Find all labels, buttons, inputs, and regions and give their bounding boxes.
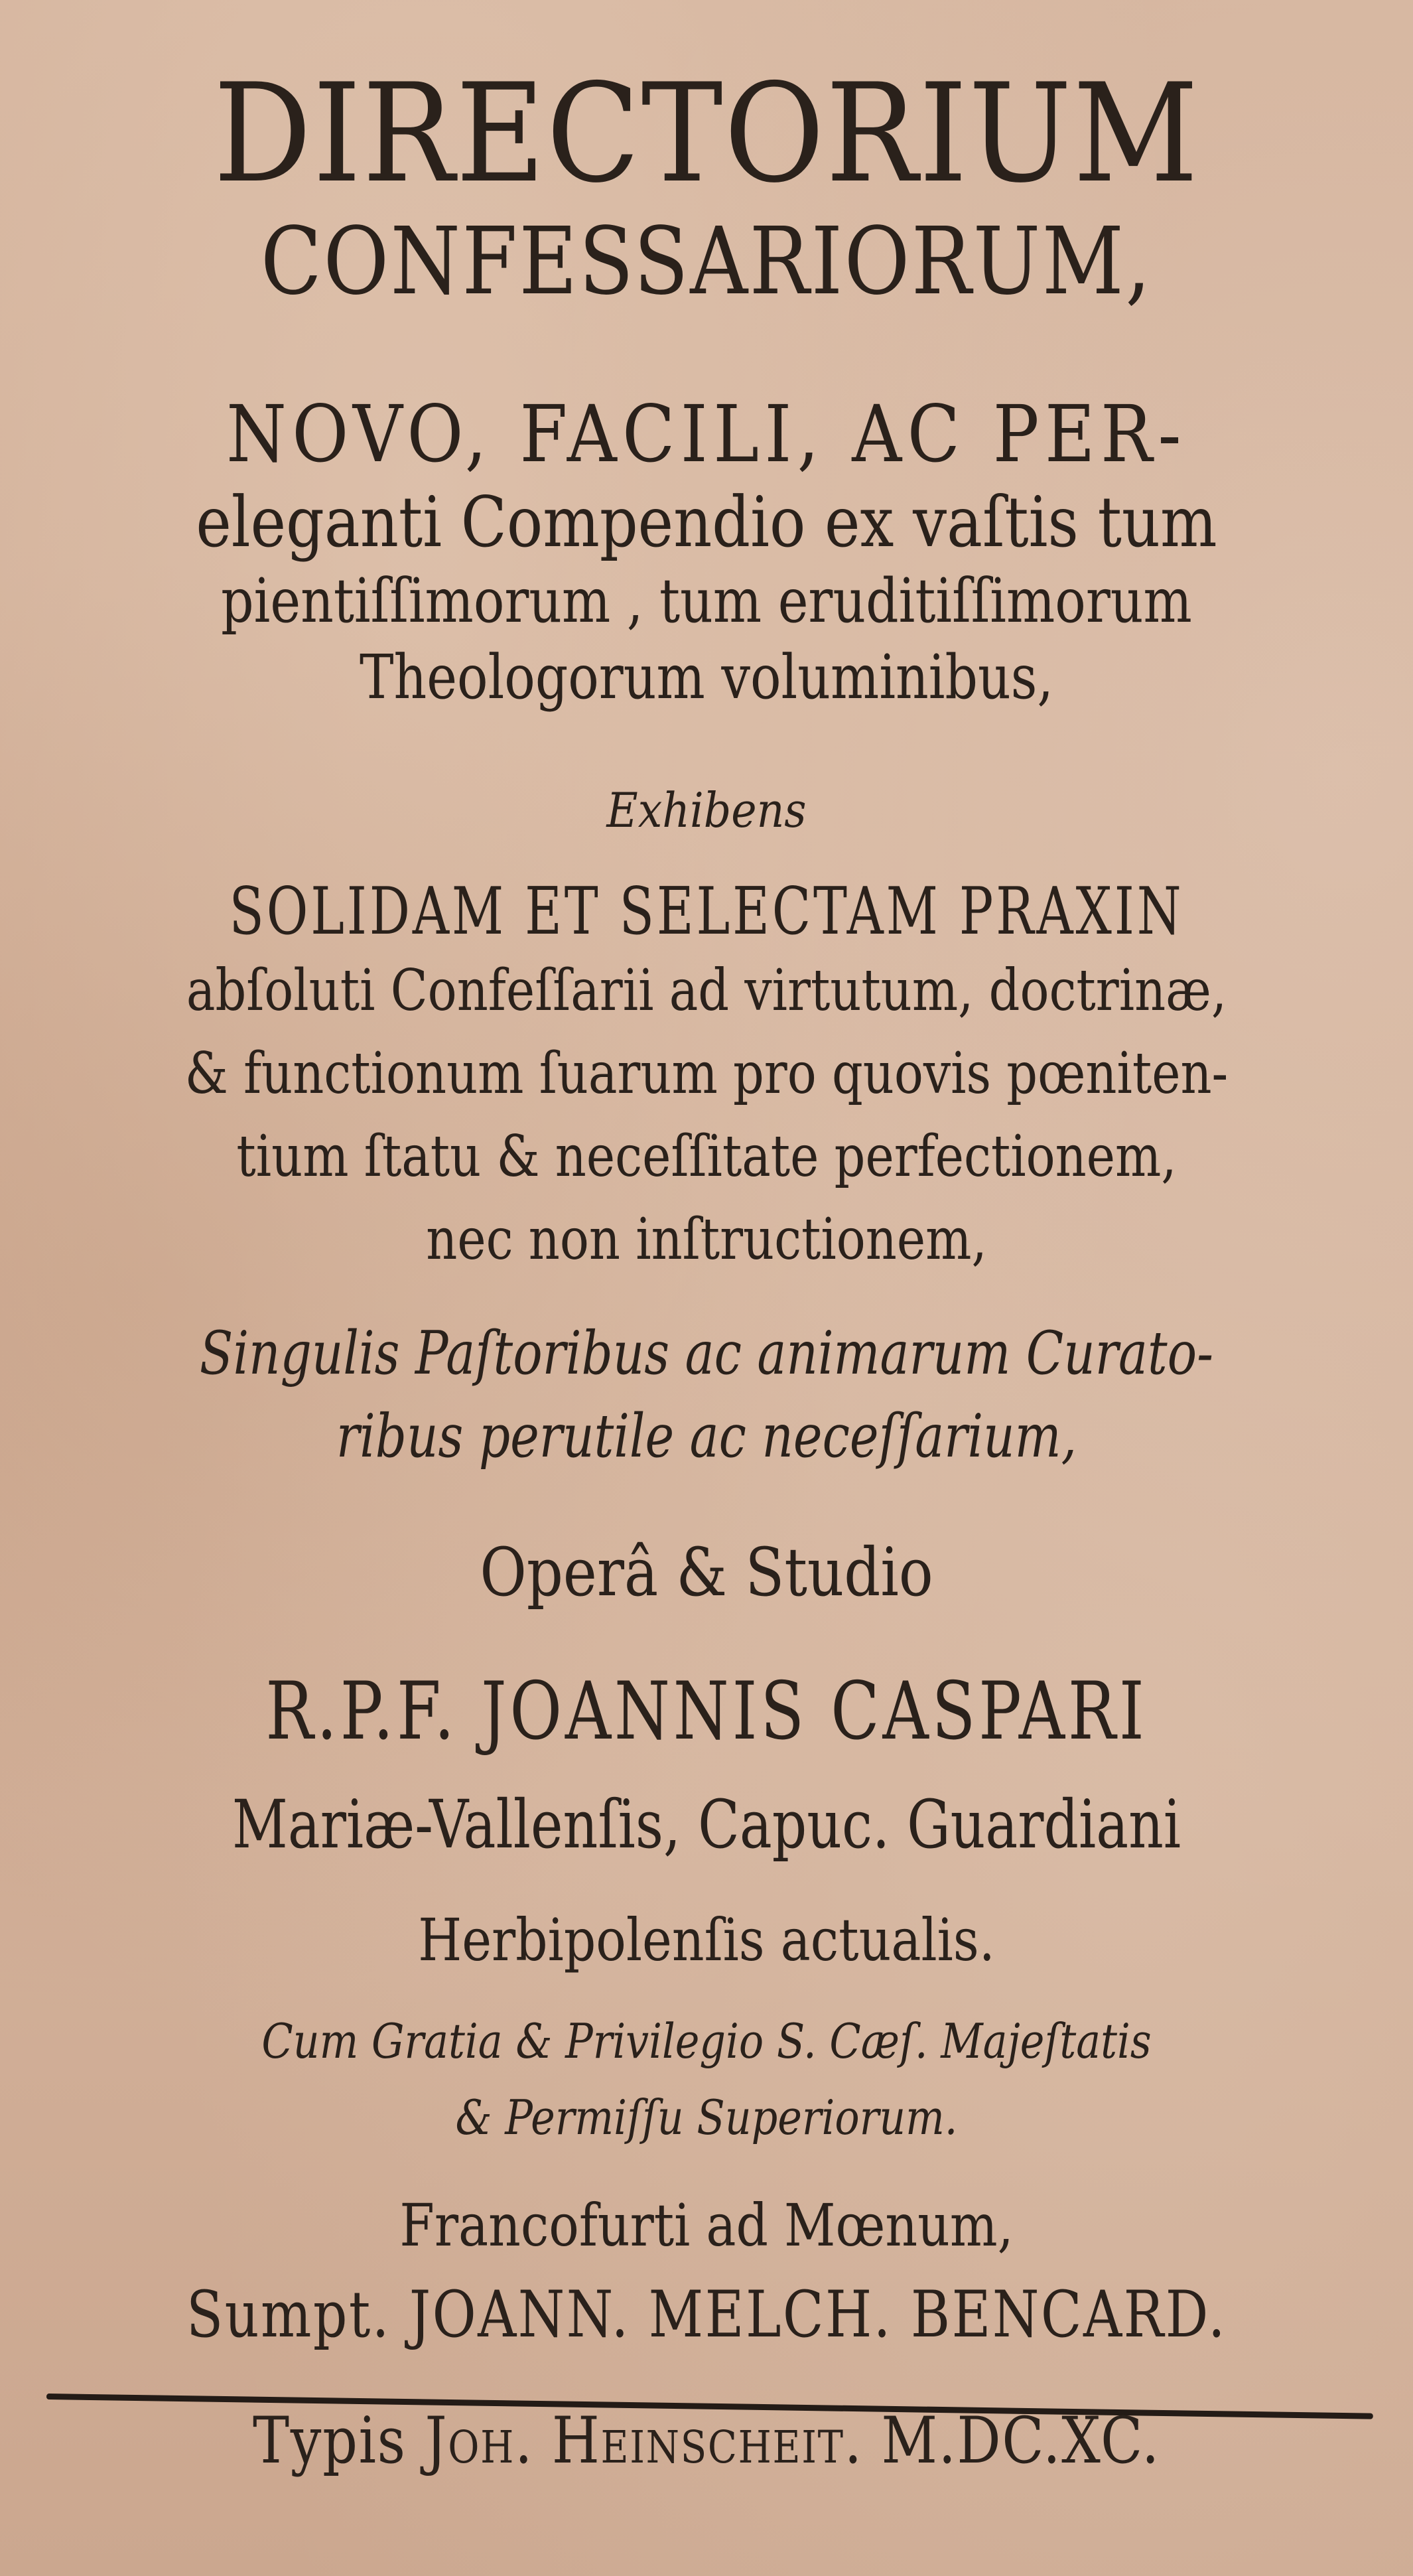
dedication-line-2: ribus perutile ac neceſſarium,	[336, 1401, 1077, 1471]
subtitle-line-3: pientiſſimorum , tum eruditiſſimorum	[221, 565, 1192, 636]
author-title: Herbipolenſis actualis.	[418, 1906, 995, 1974]
imprint-printer	[99, 2403, 1314, 2478]
privilege-line-1: Cum Gratia & Privilegio S. Cæſ. Majeſtatis	[261, 2013, 1152, 2069]
subtitle-line-2: eleganti Compendio ex vaſtis tum	[196, 482, 1217, 563]
title-line-2: CONFESSARIORUM,	[260, 208, 1153, 316]
privilege-line-2: & Permiſſu Superiorum.	[455, 2090, 958, 2145]
content-line-4: tium ſtatu & neceſſitate perfectionem,	[236, 1123, 1177, 1190]
printer-prefix: Typis	[253, 2403, 425, 2478]
imprint-publisher: Sumpt. JOANN. MELCH. BENCARD.	[186, 2277, 1227, 2352]
opera-studio-label: Operâ & Studio	[480, 1534, 933, 1611]
title-line-1: DIRECTORIUM	[213, 55, 1200, 213]
subtitle-line-4: Theologorum voluminibus,	[359, 642, 1053, 713]
author-affiliation: Mariæ-Vallenſis, Capuc. Guardiani	[232, 1786, 1181, 1863]
dedication-line-1: Singulis Paſtoribus ac animarum Curato-	[199, 1319, 1214, 1388]
content-line-2: abſoluti Confeſſarii ad virtutum, doctrinæ,	[186, 958, 1227, 1024]
printer-name: Joh. Heinscheit.	[425, 2403, 863, 2478]
subtitle-line-1: NOVO, FACILI, AC PER-	[226, 388, 1187, 480]
imprint-place: Francofurti ad Mœnum,	[399, 2191, 1014, 2259]
publication-year: M.DC.XC.	[862, 2403, 1160, 2478]
content-line-1: SOLIDAM ET SELECTAM PRAXIN	[229, 874, 1184, 950]
exhibens-label: Exhibens	[606, 782, 807, 838]
content-line-5: nec non inſtructionem,	[426, 1206, 987, 1273]
author-name: R.P.F. JOANNIS CASPARI	[265, 1666, 1148, 1758]
content-line-3: & functionum ſuarum pro quovis pœniten-	[184, 1040, 1229, 1107]
